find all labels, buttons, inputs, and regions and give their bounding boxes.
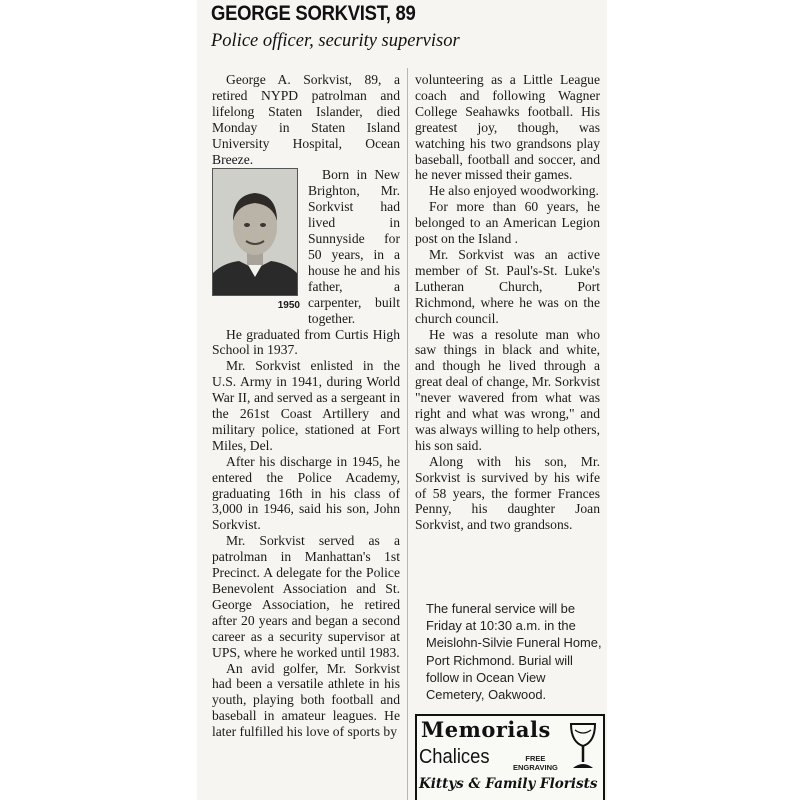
funeral-notice: The funeral service will be Friday at 10:30 a.m. in the Meislohn-Silvie Funeral Home, Port Richmond. Burial will follow in Ocean View Cemetery, Oakwood. xyxy=(426,601,602,703)
ad-title: Memorials xyxy=(421,717,551,742)
column-divider xyxy=(407,68,408,800)
paragraph-7: An avid golfer, Mr. Sorkvist had been a versatile athlete in his youth, playing both football and baseball in amateur leagues. He later fulfilled his love of sports by xyxy=(212,660,400,740)
ad-offer-line-1: FREE xyxy=(525,754,546,763)
article-column-2 xyxy=(415,72,600,533)
article-column-1 xyxy=(212,72,400,740)
obituary-headline: GEORGE SORKVIST, 89 xyxy=(211,2,416,25)
portrait-photo-block xyxy=(212,168,300,314)
paragraph-5: After his discharge in 1945, he entered the Police Academy, graduating 16th in his class of 3,000 in 1946, said his son, John Sorkvist. xyxy=(212,453,400,533)
paragraph-1: George A. Sorkvist, 89, a retired NYPD patrolman and lifelong Staten Islander, died Monday in Staten Island University Hospital, Ocean Breeze. xyxy=(212,72,400,167)
paragraph-13: Along with his son, Mr. Sorkvist is survived by his wife of 58 years, the former Frances Penny, his daughter Joan Sorkvist, and two grandsons. xyxy=(415,453,600,533)
portrait-photo xyxy=(212,168,298,296)
obituary-subhead: Police officer, security supervisor xyxy=(211,31,460,51)
ad-offer xyxy=(513,754,558,772)
paragraph-4: Mr. Sorkvist enlisted in the U.S. Army in 1941, during World War II, and served as a sergeant in the 261st Coast Artillery and military police, stationed at Fort Miles, Del. xyxy=(212,358,400,453)
paragraph-3: He graduated from Curtis High School in 1937. xyxy=(212,326,400,358)
ad-offer-line-2: ENGRAVING xyxy=(513,763,558,772)
florist-advertisement xyxy=(415,714,605,800)
obituary-clipping xyxy=(197,0,607,800)
paragraph-6: Mr. Sorkvist served as a patrolman in Manhattan's 1st Precinct. A delegate for the Police Benevolent Association and St. George Association, he retired after 20 years and began a second career as a security supervisor at UPS, where he worked until 1983. xyxy=(212,533,400,660)
ad-item: Chalices xyxy=(419,746,490,768)
paragraph-12: He was a resolute man who saw things in black and white, and though he lived through a great deal of change, Mr. Sorkvist "never wavered from what was right and what was wrong," and was always willing to help others, his son said. xyxy=(415,326,600,453)
paragraph-8: volunteering as a Little League coach and following Wagner College Seahawks football. His greatest joy, though, was watching his two grandsons play baseball, football and soccer, and he never missed their games. xyxy=(415,72,600,183)
goblet-icon xyxy=(567,722,599,772)
photo-caption: 1950 xyxy=(277,300,300,312)
paragraph-11: Mr. Sorkvist was an active member of St. Paul's-St. Luke's Lutheran Church, Port Richmond, where he was on the church council. xyxy=(415,246,600,326)
paragraph-2: Born in New Brighton, Mr. Sorkvist had lived in Sunnyside for 50 years, in a house he and his father, a carpenter, built together. xyxy=(308,167,400,326)
paragraph-9: He also enjoyed woodworking. xyxy=(429,183,599,199)
ad-florist-name: Kittys & Family Florists xyxy=(419,776,598,792)
paragraph-10: For more than 60 years, he belonged to an American Legion post on the Island . xyxy=(415,199,600,247)
